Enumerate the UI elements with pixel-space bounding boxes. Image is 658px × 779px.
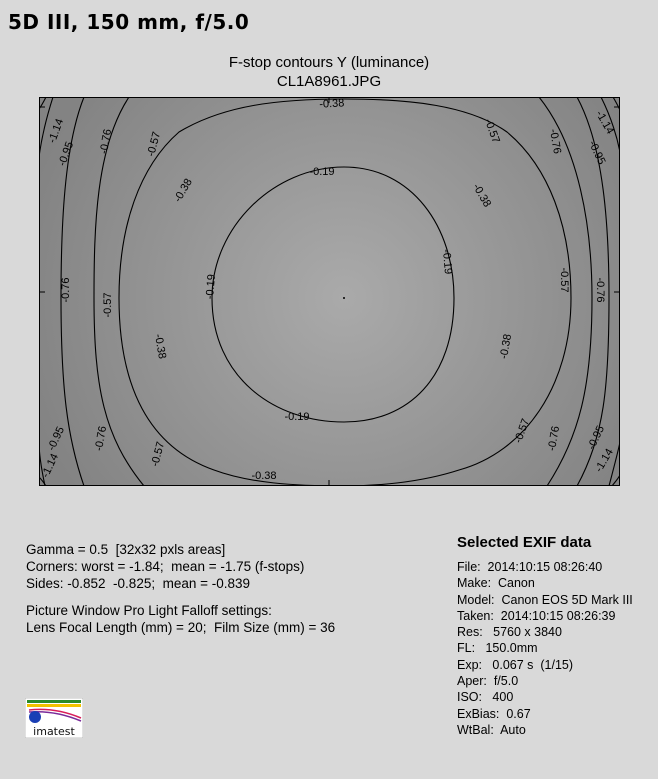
center-marker (343, 297, 345, 299)
exif-line: WtBal: Auto (457, 722, 526, 737)
chart-title: F-stop contours Y (luminance) (228, 54, 430, 71)
contour-label: -0.19 (284, 411, 310, 423)
exif-line: File: 2014:10:15 08:26:40 (457, 560, 603, 574)
stats-settings-heading: Picture Window Pro Light Falloff settings: (26, 603, 272, 618)
contour-plot (39, 97, 620, 486)
exif-line: FL: 150.0mm (457, 641, 538, 656)
contour-label: -0.76 (594, 277, 606, 303)
exif-block (457, 559, 633, 738)
contour-label: -0.38 (251, 470, 277, 482)
contour-label: -0.76 (97, 128, 115, 155)
contour-label: -0.95 (45, 424, 68, 453)
contour-label: -1.14 (592, 446, 616, 475)
exif-line: ExBias: 0.67 (457, 706, 531, 721)
chart-subtitle: CL1A8961.JPG (276, 73, 382, 90)
contour-label: -0.38 (470, 181, 494, 210)
contour-label: -0.19 (203, 273, 219, 300)
contour-label: -0.76 (545, 425, 563, 452)
exif-line: Exp: 0.067 s (1/15) (457, 657, 574, 672)
contour-label: -0.95 (585, 138, 608, 167)
contour-label: -0.76 (92, 425, 110, 452)
imatest-logo (25, 698, 83, 738)
plot-background (40, 98, 620, 486)
contour-label: -0.57 (149, 440, 168, 468)
contour-label: -0.19 (439, 248, 455, 275)
exif-title: Selected EXIF data (457, 534, 592, 551)
exif-line: Res: 5760 x 3840 (457, 625, 562, 640)
contour-label: -1.14 (593, 108, 617, 137)
contour-label: -0.57 (558, 267, 570, 293)
contour-label: -0.38 (171, 176, 195, 205)
contour-label: -0.95 (585, 423, 608, 452)
stats-block (26, 541, 335, 636)
stats-corners: Corners: worst = -1.84; mean = -1.75 (f-stops) (26, 559, 305, 574)
contour-label: -0.57 (481, 117, 502, 145)
contour-label: -1.14 (39, 451, 62, 480)
contour-label: -0.19 (309, 166, 335, 178)
contour-label: -1.14 (46, 117, 67, 145)
exif-line: Aper: f/5.0 (457, 674, 519, 689)
contour-label: -0.95 (56, 140, 77, 168)
page-title: 5D III, 150 mm, f/5.0 (8, 10, 250, 34)
contour-label: -0.38 (151, 333, 169, 360)
exif-line: Model: Canon EOS 5D Mark III (457, 592, 633, 607)
contour-label: -0.57 (145, 130, 164, 158)
exif-line: Make: Canon (457, 576, 535, 591)
stats-settings: Lens Focal Length (mm) = 20; Film Size (mm) = 36 (26, 620, 336, 635)
exif-line: Taken: 2014:10:15 08:26:39 (457, 608, 616, 623)
exif-line: ISO: 400 (457, 690, 514, 705)
contour-label: -0.76 (546, 128, 564, 155)
stats-sides: Sides: -0.852 -0.825; mean = -0.839 (26, 576, 251, 591)
stats-gamma: Gamma = 0.5 [32x32 pxls areas] (26, 542, 226, 557)
contour-label: -0.76 (60, 277, 72, 303)
svg-text:imatest: imatest (33, 725, 75, 738)
contour-label: -0.38 (319, 97, 345, 111)
contour-label: -0.57 (512, 417, 533, 445)
contour-label: -0.57 (102, 292, 114, 318)
contour-label: -0.38 (497, 333, 515, 360)
